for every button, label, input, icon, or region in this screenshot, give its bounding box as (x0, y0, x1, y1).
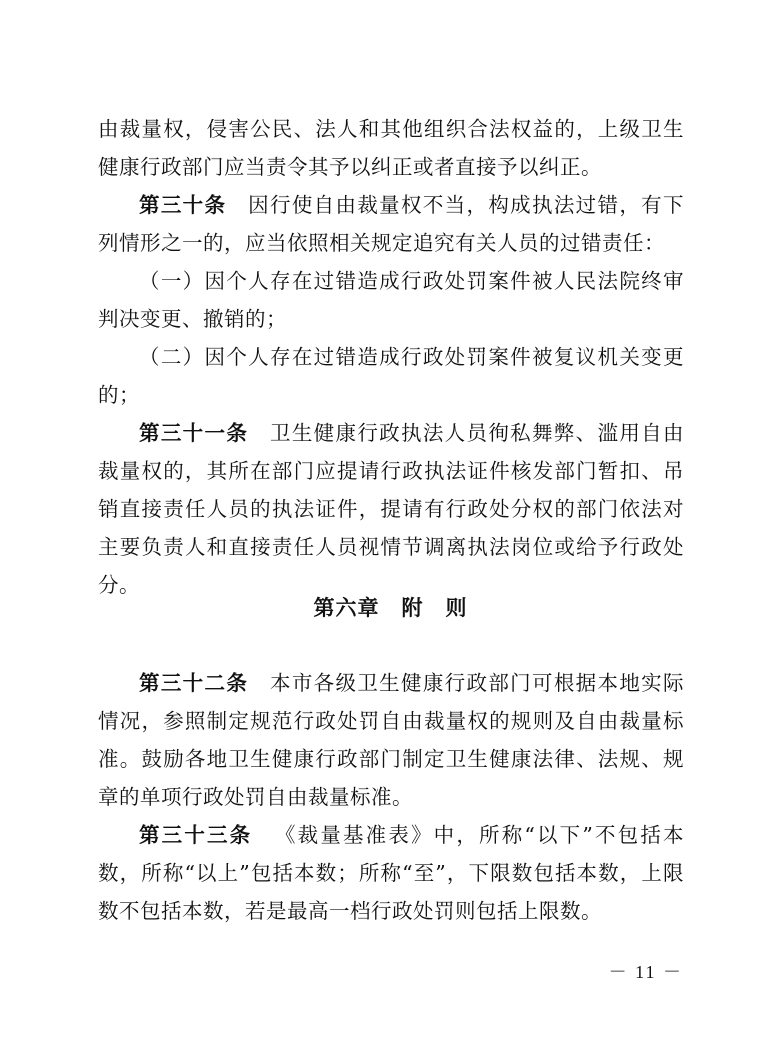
paragraph-continuation: 由裁量权，侵害公民、法人和其他组织合法权益的，上级卫生健康行政部门应当责令其予以纠正或者直接予以纠正。 (98, 117, 684, 179)
text-block-lower (98, 664, 684, 930)
article-30-item-2: （二）因个人存在过错造成行政处罚案件被复议机关变更的； (98, 345, 684, 407)
article-32-label: 第三十二条 (139, 671, 249, 695)
article-32-text: 本市各级卫生健康行政部门可根据本地实际情况，参照制定规范行政处罚自由裁量权的规则及自由裁量标准。鼓励各地卫生健康行政部门制定卫生健康法律、法规、规章的单项行政处罚自由裁量标准。 (98, 671, 685, 809)
article-31 (98, 414, 684, 604)
chapter-title: 第六章 附 则 (313, 596, 468, 620)
article-33 (98, 816, 684, 930)
article-30-text: 因行使自由裁量权不当，构成执法过错，有下列情形之一的，应当依照相关规定追究有关人员的过错责任： (98, 193, 685, 255)
page-number: － 11 － (608, 962, 683, 982)
text-block-upper (98, 110, 684, 604)
article-30 (98, 186, 684, 262)
article-30-label: 第三十条 (139, 193, 227, 217)
article-30-item-1: （一）因个人存在过错造成行政处罚案件被人民法院终审判决变更、撤销的； (98, 269, 684, 331)
article-33-label: 第三十三条 (139, 823, 253, 847)
article-31-label: 第三十一条 (139, 421, 249, 445)
article-33-text: 《裁量基准表》中，所称“以下”不包括本数，所称“以上”包括本数；所称“至”，下限数包括本数，上限数不包括本数，若是最高一档行政处罚则包括上限数。 (98, 823, 684, 923)
article-31-text: 卫生健康行政执法人员徇私舞弊、滥用自由裁量权的，其所在部门应提请行政执法证件核发部门暂扣、吊销直接责任人员的执法证件，提请有行政处分权的部门依法对主要负责人和直接责任人员视情节调离执法岗位或给予行政处分。 (98, 421, 685, 597)
article-32 (98, 664, 684, 816)
